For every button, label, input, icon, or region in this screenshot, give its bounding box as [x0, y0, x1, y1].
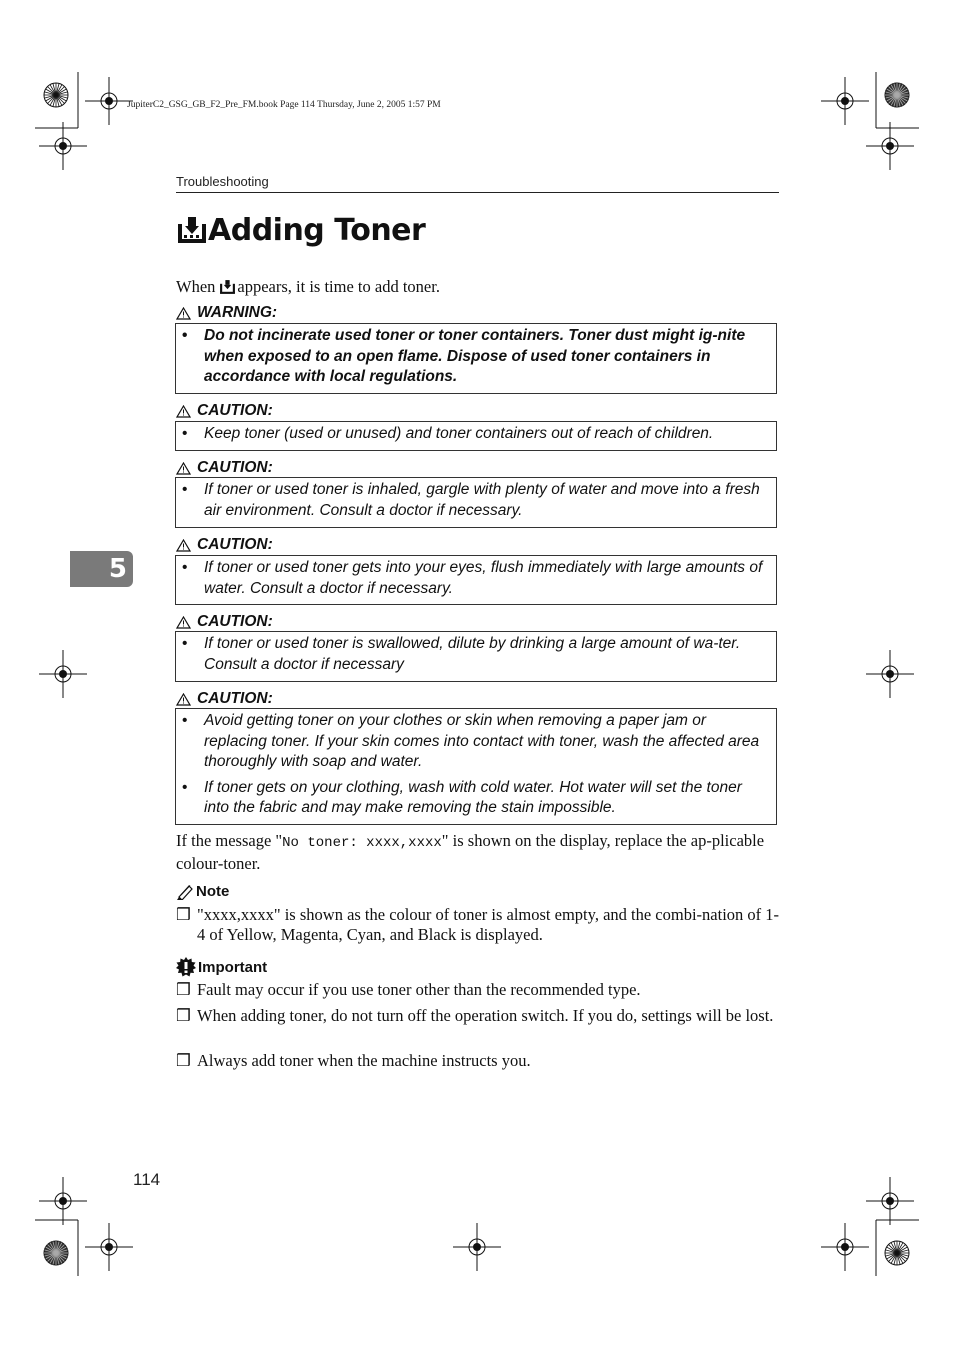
warning-label: WARNING:	[176, 304, 277, 322]
warning-triangle-icon	[176, 693, 191, 706]
checkbox-icon: ❒	[176, 980, 191, 999]
checkbox-icon: ❒	[176, 1006, 191, 1025]
caution-item: • Keep toner (used or unused) and toner containers out of reach of children.	[182, 425, 714, 442]
important-item: ❒ Fault may occur if you use toner other than the recommended type.	[176, 980, 641, 999]
caution-box	[175, 631, 777, 682]
message-paragraph: If the message "No toner: xxxx,xxxx" is shown on the display, replace the ap-plicable colour-toner.	[176, 831, 765, 873]
color-wheel-mark	[885, 1241, 909, 1265]
note-item: ❒ "xxxx,xxxx" is shown as the colour of toner is almost empty, and the combi-nation of 1-4 of Yellow, Magenta, Cyan, and Black is displayed.	[176, 905, 780, 944]
caution-box	[175, 421, 777, 451]
warning-item: • Do not incinerate used toner or toner containers. Toner dust might ig-nite when exposed to an open flame. Dispose of used toner containers in accordance with local regulations.	[182, 327, 746, 385]
chapter-tab: 5	[70, 551, 133, 587]
warning-box	[175, 323, 777, 394]
caution-label: CAUTION:	[176, 402, 273, 420]
color-wheel-mark	[44, 83, 68, 107]
page-number: 114	[133, 1170, 161, 1189]
registration-mark	[821, 77, 869, 125]
important-icon	[176, 957, 196, 977]
registration-mark	[866, 1177, 914, 1225]
caution-box	[175, 477, 777, 528]
warning-triangle-icon	[176, 539, 191, 552]
registration-mark	[85, 1223, 133, 1271]
running-head: Troubleshooting	[176, 174, 269, 189]
registration-mark	[39, 1177, 87, 1225]
note-label: Note	[176, 883, 229, 900]
registration-mark	[453, 1223, 501, 1271]
caution-item: • If toner gets on your clothing, wash with cold water. Hot water will set the toner into the fabric and may make removing the stain impossible.	[182, 778, 742, 816]
caution-box	[175, 555, 777, 605]
file-info-line: JupiterC2_GSG_GB_F2_Pre_FM.book Page 114 Thursday, June 2, 2005 1:57 PM	[127, 100, 441, 110]
caution-label: CAUTION:	[176, 536, 273, 554]
checkbox-icon: ❒	[176, 905, 191, 924]
warning-triangle-icon	[176, 616, 191, 629]
checkbox-icon: ❒	[176, 1051, 191, 1070]
caution-box	[175, 708, 777, 825]
page-title	[176, 210, 425, 250]
warning-triangle-icon	[176, 405, 191, 418]
registration-mark	[39, 650, 87, 698]
important-label: Important	[176, 957, 267, 977]
registration-mark	[39, 122, 87, 170]
caution-label: CAUTION:	[176, 613, 273, 631]
registration-mark	[866, 650, 914, 698]
caution-label: CAUTION:	[176, 690, 273, 708]
caution-item: • Avoid getting toner on your clothes or skin when removing a paper jam or replacing toner. If your skin comes into contact with toner, wash the affected area thoroughly with soap and water.	[182, 712, 760, 770]
caution-item: • If toner or used toner is inhaled, gargle with plenty of water and move into a fresh air environment. Consult a doctor if necessary.	[182, 481, 760, 519]
important-item: ❒ Always add toner when the machine instructs you.	[176, 1051, 531, 1070]
display-message-code: No toner: xxxx,xxxx	[282, 835, 442, 851]
caution-label: CAUTION:	[176, 459, 273, 477]
color-wheel-mark	[885, 83, 909, 107]
toner-icon	[176, 216, 208, 244]
page-title-text: Adding Toner	[208, 212, 426, 248]
caution-item: • If toner or used toner is swallowed, dilute by drinking a large amount of wa-ter. Consult a doctor if necessary	[182, 635, 741, 673]
toner-icon	[219, 279, 236, 295]
registration-mark	[821, 1223, 869, 1271]
registration-mark	[866, 122, 914, 170]
registration-mark	[85, 77, 133, 125]
important-item: ❒ When adding toner, do not turn off the operation switch. If you do, settings will be lost.	[176, 1006, 774, 1025]
warning-triangle-icon	[176, 462, 191, 475]
caution-item: • If toner or used toner gets into your eyes, flush immediately with large amounts of water. Consult a doctor if necessary.	[182, 559, 763, 597]
intro-before: When	[176, 277, 216, 296]
pencil-icon	[176, 884, 194, 900]
intro-after: appears, it is time to add toner.	[237, 277, 440, 296]
header-rule	[176, 192, 779, 193]
warning-triangle-icon	[176, 307, 191, 320]
intro-paragraph	[176, 277, 440, 297]
color-wheel-mark	[44, 1241, 68, 1265]
